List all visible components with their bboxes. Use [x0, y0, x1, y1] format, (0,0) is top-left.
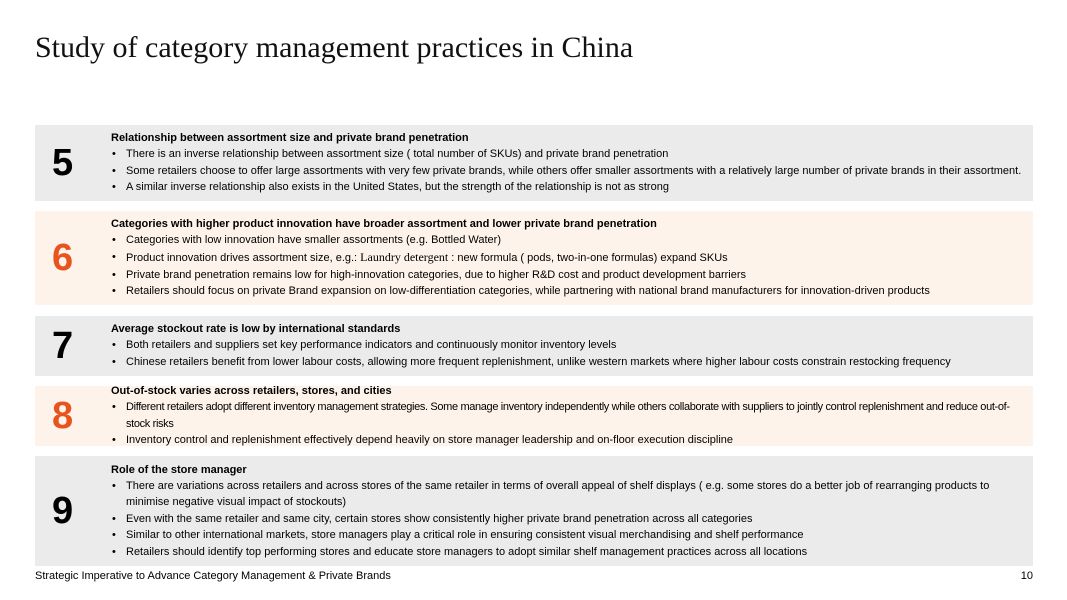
page-title: Study of category management practices in China	[35, 31, 634, 64]
bullet-item: • Some retailers choose to offer large assortments with very few private brands, while others offer smaller assortments with a relatively large number of private brands in their assortment.	[111, 163, 1025, 180]
bullet-list	[111, 146, 1025, 196]
bullet-item: • Retailers should identify top performing stores and educate store managers to adopt similar shelf management practices across all locations	[111, 544, 1025, 561]
bullet-item	[111, 249, 1025, 267]
bullet-item: • Private brand penetration remains low for high-innovation categories, due to higher R&D cost and product development barriers	[111, 267, 1025, 284]
bullet-item: • Inventory control and replenishment effectively depend heavily on store manager leadership and on-floor execution discipline	[111, 432, 1025, 449]
block-content	[111, 216, 1033, 299]
bullet-item: • Both retailers and suppliers set key performance indicators and continuously monitor inventory levels	[111, 337, 1025, 354]
bullet-item: • Retailers should focus on private Brand expansion on low-differentiation categories, while partnering with national brand manufacturers for innovation-driven products	[111, 283, 1025, 300]
bullet-item: • Chinese retailers benefit from lower labour costs, allowing more frequent replenishment, unlike western markets where higher labour costs constrain restocking frequency	[111, 354, 1025, 371]
block-heading: Average stockout rate is low by international standards	[111, 323, 401, 336]
insight-block-7	[35, 316, 1033, 376]
bullet-item: • There are variations across retailers and across stores of the same retailer in terms of overall appeal of shelf displays ( e.g. some stores do a better job of rearranging products to minimise negative visual impact of stockouts)	[111, 478, 1025, 511]
bullet-emphasis: Laundry detergent	[360, 249, 449, 264]
block-content	[111, 383, 1033, 449]
bullet-item: • Different retailers adopt different inventory management strategies. Some manage inventory independently while others collaborate with suppliers to jointly control replenishment and reduce out-of-stock risks	[111, 399, 1025, 432]
block-number: 5	[52, 141, 74, 184]
block-content	[111, 321, 1033, 370]
bullet-item: • There is an inverse relationship between assortment size ( total number of SKUs) and private brand penetration	[111, 146, 1025, 163]
bullet-list	[111, 399, 1025, 449]
block-number: 8	[52, 394, 74, 437]
block-heading: Categories with higher product innovation have broader assortment and lower private brand penetration	[111, 218, 657, 231]
page-number: 10	[1020, 570, 1033, 582]
bullet-item: • A similar inverse relationship also exists in the United States, but the strength of the relationship is not as strong	[111, 179, 1025, 196]
footer-text: Strategic Imperative to Advance Category Management & Private Brands	[35, 570, 391, 582]
block-number: 9	[52, 489, 74, 532]
bullet-text: Product innovation drives assortment size, e.g.:	[126, 251, 361, 264]
block-number: 7	[52, 324, 74, 367]
bullet-list	[111, 232, 1025, 299]
block-heading: Role of the store manager	[111, 463, 247, 476]
bullet-text: : new formula ( pods, two-in-one formulas) expand SKUs	[448, 251, 728, 264]
bullet-item: • Even with the same retailer and same city, certain stores show consistently higher private brand penetration across all categories	[111, 511, 1025, 528]
block-content	[111, 130, 1033, 196]
bullet-list	[111, 478, 1025, 561]
block-heading: Out-of-stock varies across retailers, stores, and cities	[111, 385, 392, 398]
bullet-list	[111, 337, 1025, 370]
insight-block-6	[35, 211, 1033, 305]
bullet-item: • Categories with low innovation have smaller assortments (e.g. Bottled Water)	[111, 232, 1025, 249]
insight-block-9	[35, 456, 1033, 566]
insight-block-8	[35, 386, 1033, 446]
insight-block-5	[35, 125, 1033, 201]
block-content	[111, 462, 1033, 561]
block-number: 6	[52, 236, 74, 279]
bullet-item: • Similar to other international markets, store managers play a critical role in ensuring consistent visual merchandising and shelf performance	[111, 527, 1025, 544]
block-heading: Relationship between assortment size and private brand penetration	[111, 132, 469, 145]
